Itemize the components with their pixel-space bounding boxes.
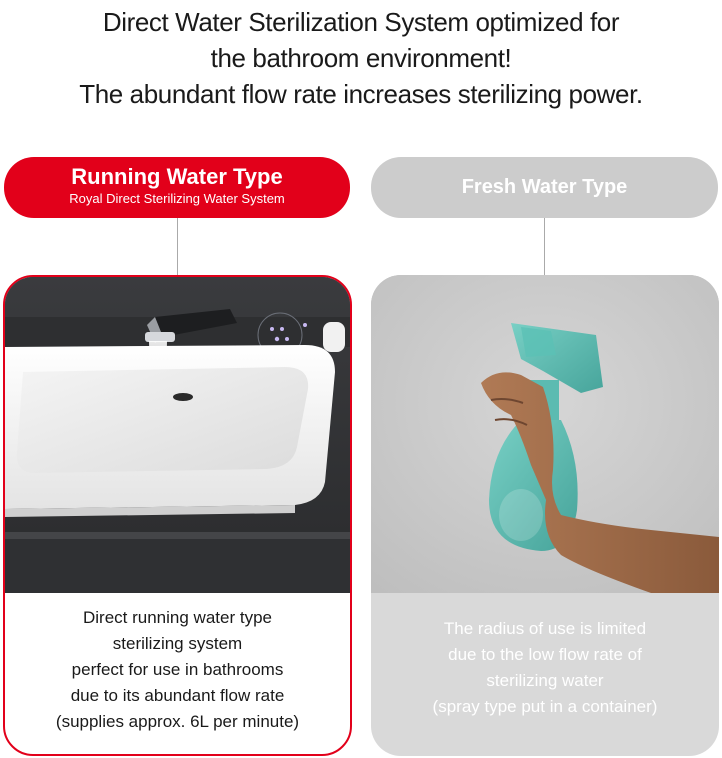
- headline-line-1: Direct Water Sterilization System optimized for: [102, 7, 620, 37]
- running-water-title: Running Water Type: [71, 164, 283, 189]
- sink-faucet-photo: [5, 277, 350, 593]
- caption-line: due to its abundant flow rate: [70, 686, 285, 705]
- connector-line-right: [544, 218, 545, 275]
- spray-bottle-photo: [371, 275, 719, 593]
- caption-line: sterilizing system: [112, 634, 243, 653]
- fresh-water-type-label: [371, 157, 718, 218]
- headline: [0, 4, 722, 112]
- caption-line: (spray type put in a container): [432, 697, 658, 716]
- fresh-water-card: [371, 275, 719, 756]
- caption-line: due to the low flow rate of: [448, 645, 642, 664]
- sink-illustration: [5, 277, 350, 593]
- running-water-caption: [5, 605, 350, 735]
- headline-line-2: the bathroom environment!: [210, 43, 512, 73]
- connector-line-left: [177, 218, 178, 275]
- caption-line: Direct running water type: [83, 608, 272, 627]
- running-water-subtitle: Royal Direct Sterilizing Water System: [69, 191, 285, 206]
- caption-line: perfect for use in bathrooms: [71, 660, 284, 679]
- caption-line: The radius of use is limited: [443, 619, 647, 638]
- fresh-water-caption: [371, 616, 719, 720]
- fresh-water-title: Fresh Water Type: [461, 176, 628, 198]
- spray-bottle-illustration: [371, 275, 719, 593]
- running-water-type-label: [4, 157, 350, 218]
- running-water-card: [3, 275, 352, 756]
- headline-line-3: The abundant flow rate increases sterilizing power.: [79, 79, 643, 109]
- caption-line: (supplies approx. 6L per minute): [55, 712, 300, 731]
- caption-line: sterilizing water: [486, 671, 604, 690]
